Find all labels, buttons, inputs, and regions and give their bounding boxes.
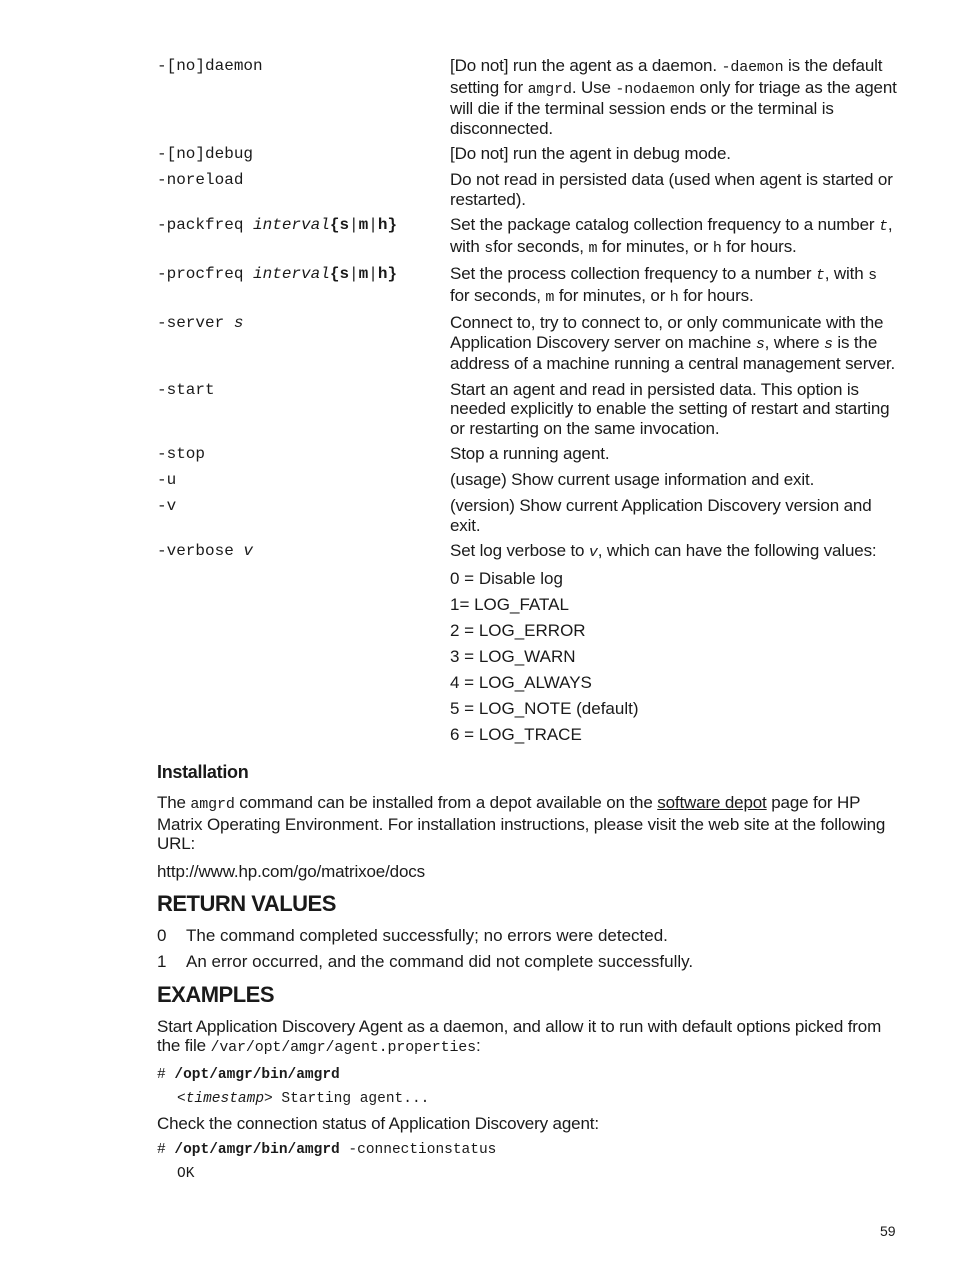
- installation-url: http://www.hp.com/go/matrixoe/docs: [157, 861, 425, 881]
- option-row: [157, 264, 897, 307]
- option-description-part: -nodaemon: [615, 80, 696, 98]
- option-description: [450, 56, 897, 138]
- option-term-part: }: [387, 216, 398, 234]
- installation-heading: Installation: [157, 762, 249, 782]
- shell-prompt: #: [157, 1066, 166, 1083]
- option-description-part: Set the package catalog collection frequency to a number: [450, 215, 880, 234]
- option-row: [157, 470, 897, 490]
- option-description-part: s: [868, 267, 877, 284]
- option-description-part: [Do not] run the agent in debug mode.: [450, 144, 731, 163]
- installation-paragraph: [157, 793, 897, 854]
- verbose-value-item: 5 = LOG_NOTE (default): [450, 698, 639, 718]
- option-term-part: s: [339, 265, 350, 283]
- install-text-1: The: [157, 793, 191, 812]
- option-term-part: {: [329, 216, 340, 234]
- option-description-part: , with: [824, 264, 869, 283]
- option-term-part: interval: [253, 216, 330, 234]
- option-description: [450, 264, 897, 307]
- option-description-part: , where: [764, 332, 824, 352]
- option-description-part: for seconds,: [493, 236, 589, 256]
- option-description-part: for minutes, or: [597, 236, 713, 256]
- option-term-part: interval: [253, 265, 330, 283]
- example-command-1: [157, 1066, 897, 1084]
- option-term-part: m: [358, 216, 369, 234]
- return-value-item: [157, 926, 897, 946]
- option-term-part: m: [358, 265, 369, 283]
- option-description-part: , which can have the following values:: [597, 541, 877, 560]
- option-description-part: for hours.: [678, 285, 754, 305]
- option-description-part: m: [588, 239, 598, 257]
- option-term: [157, 264, 450, 307]
- install-cmd: amgrd: [190, 796, 235, 813]
- example-command-2: [157, 1141, 897, 1159]
- page-content: [157, 56, 897, 1189]
- option-term: -[no]debug: [157, 145, 254, 163]
- command-text: /opt/amgr/bin/amgrd: [174, 1066, 340, 1083]
- option-row: [157, 56, 897, 138]
- option-description-part: h: [712, 239, 722, 257]
- option-description-part: for seconds,: [450, 285, 546, 305]
- option-term-part: h: [377, 265, 388, 283]
- option-row: [157, 380, 897, 439]
- verbose-value-item: 6 = LOG_TRACE: [450, 724, 582, 744]
- return-value-item: [157, 952, 897, 972]
- option-description-part: Stop a running agent.: [450, 444, 610, 463]
- verbose-value-item: 1= LOG_FATAL: [450, 594, 569, 614]
- option-description: [450, 170, 897, 209]
- command-text: /opt/amgr/bin/amgrd: [174, 1142, 340, 1158]
- option-description-part: is the address of a machine running a central management server.: [450, 332, 896, 373]
- option-term-part: |: [368, 265, 378, 283]
- option-term-part: {: [329, 265, 340, 283]
- install-text-2: command can be installed from a depot available on the: [234, 793, 658, 812]
- option-term-part: s: [233, 314, 244, 332]
- install-text-3: page for HP Matrix Operating Environment. For installation instructions, please visit the web site at the following URL:: [157, 793, 886, 853]
- option-term-part: -server: [157, 314, 234, 332]
- option-description-part: , with: [450, 215, 893, 256]
- option-row: [157, 444, 897, 464]
- option-description-part: s: [823, 335, 833, 353]
- shell-prompt: #: [157, 1142, 166, 1158]
- command-argument: -connectionstatus: [339, 1142, 497, 1158]
- option-description: [450, 380, 897, 439]
- verbose-value-item: 4 = LOG_ALWAYS: [450, 672, 592, 692]
- option-description-part: h: [669, 288, 679, 306]
- option-term: [157, 215, 450, 258]
- verbose-value-item: 0 = Disable log: [450, 568, 563, 588]
- option-row: [157, 313, 897, 374]
- option-description-part: t: [815, 267, 825, 284]
- option-description: [450, 496, 897, 535]
- option-term-part: -procfreq: [157, 265, 254, 283]
- option-term: -u: [157, 471, 177, 489]
- verbose-value-item: 2 = LOG_ERROR: [450, 620, 586, 640]
- option-description: [450, 470, 897, 490]
- option-term: -start: [157, 380, 215, 399]
- option-term: [157, 313, 450, 374]
- timestamp-placeholder: <timestamp>: [177, 1090, 273, 1107]
- return-values-heading: RETURN VALUES: [157, 891, 336, 916]
- option-description-part: amgrd: [527, 80, 572, 98]
- option-description-part: t: [879, 218, 888, 235]
- option-term-part: |: [349, 265, 359, 283]
- option-description: [450, 215, 897, 258]
- option-description-part: m: [545, 288, 555, 306]
- option-description-part: [Do not] run the agent as a daemon.: [450, 56, 722, 75]
- examples-heading: EXAMPLES: [157, 981, 275, 1007]
- option-term-part: |: [349, 216, 359, 234]
- software-depot-link[interactable]: software depot: [657, 793, 767, 812]
- option-description-part: Set log verbose to: [450, 541, 589, 560]
- option-description-part: Set the process collection frequency to a number: [450, 264, 816, 283]
- option-description-part: s: [755, 335, 765, 353]
- verbose-value-item: 3 = LOG_WARN: [450, 646, 576, 666]
- examples-intro: [157, 1017, 897, 1058]
- option-description-part: for hours.: [721, 236, 797, 256]
- option-description-part: v: [588, 544, 598, 561]
- option-term: -[no]daemon: [157, 57, 263, 75]
- option-description: [450, 313, 897, 374]
- option-description-part: . Use: [571, 77, 616, 97]
- option-term-part: }: [387, 265, 398, 283]
- option-row: [157, 496, 897, 535]
- examples-intro-colon: :: [476, 1036, 481, 1055]
- return-value-text: An error occurred, and the command did not complete successfully.: [186, 952, 694, 971]
- option-term-part: -packfreq: [157, 216, 254, 234]
- option-term-part: s: [339, 216, 350, 234]
- option-description-part: s: [484, 239, 494, 257]
- check-connection-text: Check the connection status of Application Discovery agent:: [157, 1113, 599, 1133]
- option-term: [157, 541, 450, 563]
- option-description-part: Do not read in persisted data (used when agent is started or restarted).: [450, 170, 893, 209]
- option-description-part: -daemon: [721, 59, 784, 76]
- option-description: [450, 541, 897, 563]
- option-description-part: (version) Show current Application Discovery version and exit.: [450, 496, 872, 535]
- return-value-text: The command completed successfully; no errors were detected.: [186, 926, 668, 945]
- option-term: -v: [157, 497, 177, 515]
- return-value-number: 1: [157, 952, 167, 971]
- example-output-2: OK: [177, 1166, 195, 1182]
- examples-intro-text: Start Application Discovery Agent as a daemon, and allow it to run with default options picked from the file: [157, 1016, 882, 1055]
- option-description: [450, 144, 897, 164]
- example-output-1: [157, 1090, 897, 1108]
- option-row: [157, 170, 897, 209]
- option-term: -stop: [157, 445, 206, 463]
- output-text: Starting agent...: [272, 1090, 430, 1107]
- option-row: [157, 144, 897, 164]
- option-description-part: Connect to, try to connect to, or only communicate with the Application Discovery server on machine: [450, 313, 884, 352]
- option-description-part: (usage) Show current usage information and exit.: [450, 470, 815, 489]
- option-row: [157, 541, 897, 563]
- verbose-values-list: [450, 569, 897, 745]
- option-description-part: is the default setting for: [450, 56, 883, 97]
- option-description-part: Start an agent and read in persisted data. This option is needed explicitly to enable the setting of restart and starting or restarting on the same invocation.: [450, 379, 890, 438]
- option-description-part: only for triage as the agent will die if the terminal session ends or the terminal is disconnected.: [450, 77, 897, 138]
- options-table: [157, 56, 897, 563]
- option-term-part: -verbose: [157, 542, 244, 560]
- option-term-part: |: [368, 216, 378, 234]
- option-description-part: for minutes, or: [554, 285, 670, 305]
- option-term: -noreload: [157, 171, 244, 189]
- properties-file-path: /var/opt/amgr/agent.properties: [210, 1039, 477, 1056]
- page-number: 59: [880, 1223, 896, 1239]
- option-description: [450, 444, 897, 464]
- option-term-part: h: [377, 216, 388, 234]
- option-row: [157, 215, 897, 258]
- option-term-part: v: [243, 542, 254, 560]
- return-value-number: 0: [157, 926, 167, 945]
